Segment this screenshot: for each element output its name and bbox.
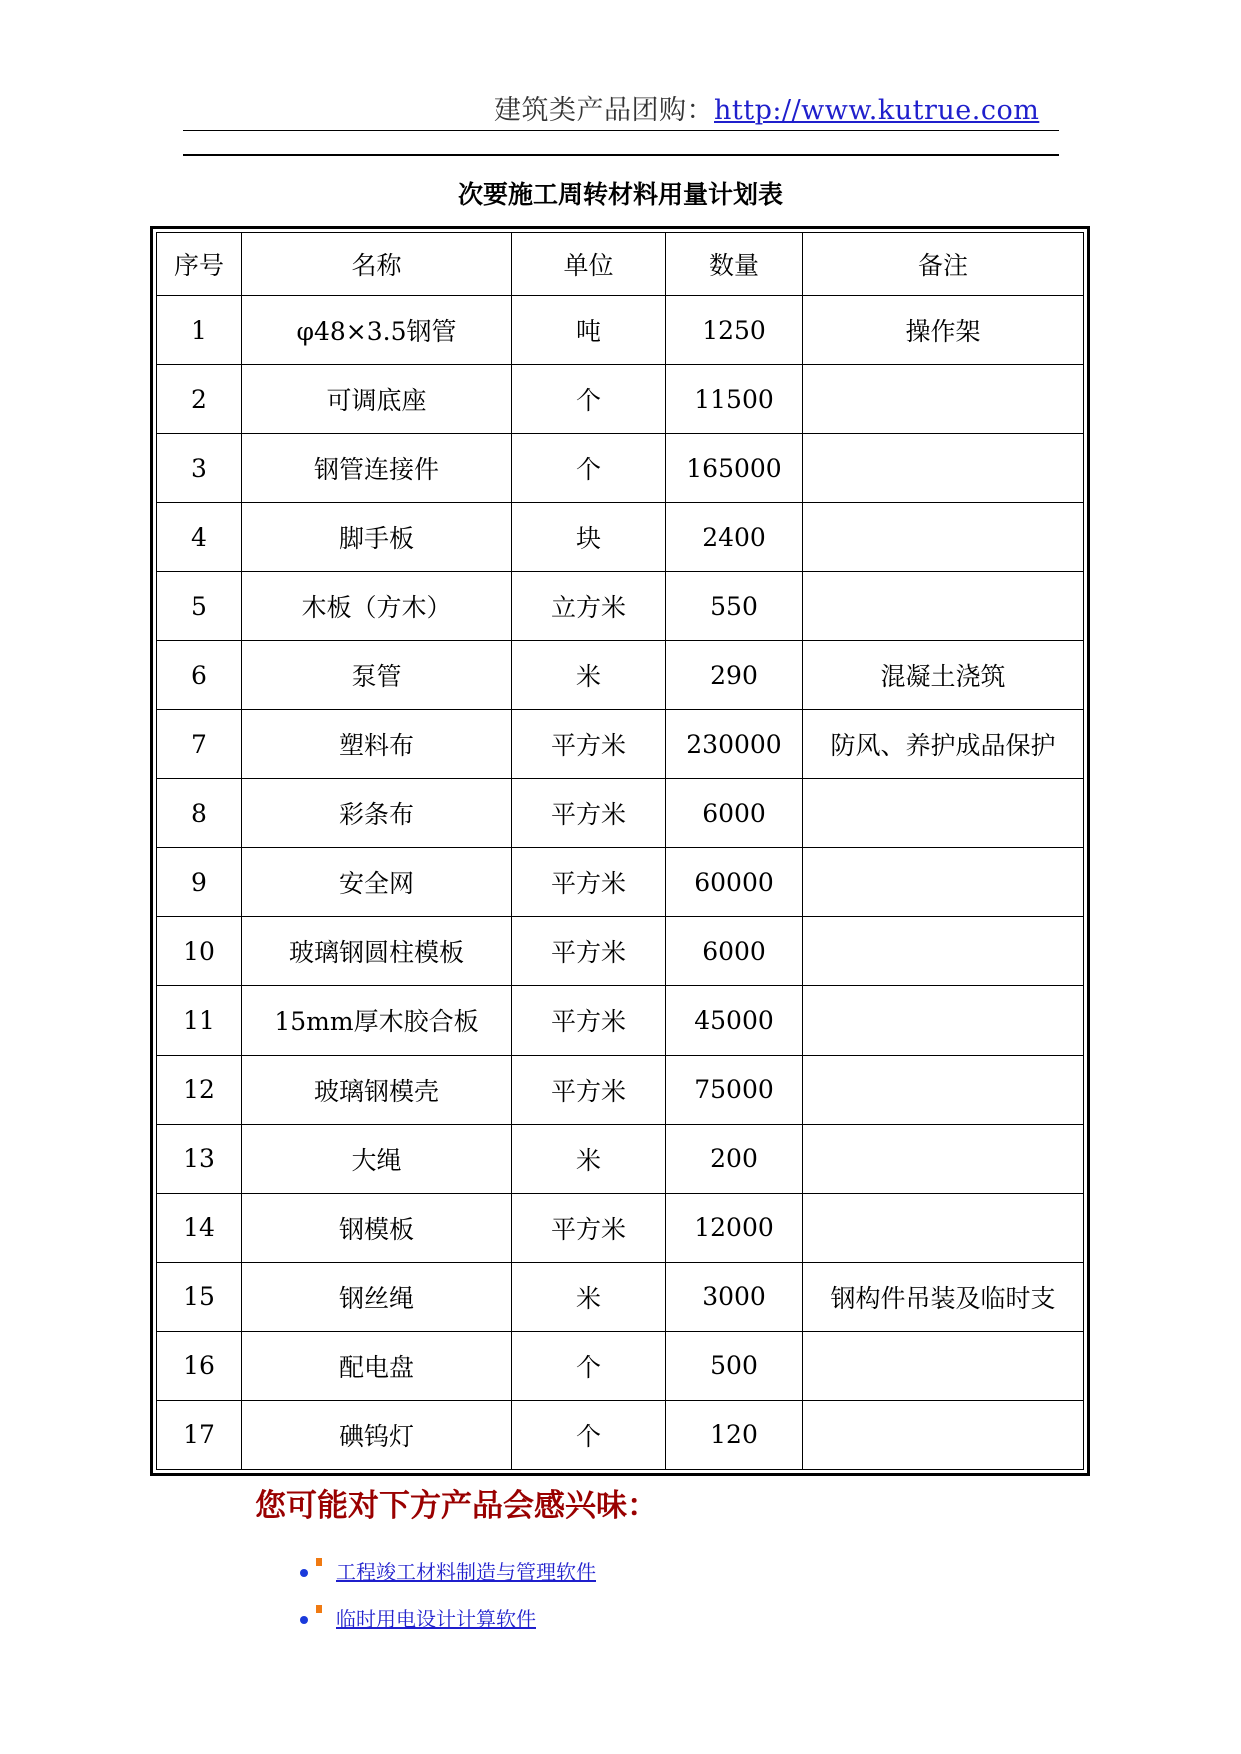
- row-name: 玻璃钢模壳: [242, 1055, 512, 1124]
- row-index: 9: [157, 848, 242, 917]
- row-index: 3: [157, 434, 242, 503]
- table-row: [157, 917, 1084, 986]
- suggest-list: [300, 1556, 596, 1650]
- row-index: 8: [157, 779, 242, 848]
- header-rule-thin: [183, 130, 1059, 131]
- header-line: [494, 88, 1039, 127]
- row-unit: 平方米: [512, 1193, 666, 1262]
- row-unit: 平方米: [512, 917, 666, 986]
- suggest-title: 您可能对下方产品会感兴味：: [255, 1488, 658, 1524]
- row-quantity: 165000: [666, 434, 803, 503]
- row-index: 6: [157, 641, 242, 710]
- header-rule-thick: [183, 154, 1059, 156]
- row-index: 10: [157, 917, 242, 986]
- materials-table-frame: [150, 226, 1090, 1476]
- row-remark: 混凝土浇筑: [803, 641, 1084, 710]
- row-quantity: 500: [666, 1331, 803, 1400]
- row-name: 可调底座: [242, 365, 512, 434]
- row-index: 1: [157, 296, 242, 365]
- row-name: 钢模板: [242, 1193, 512, 1262]
- row-index: 5: [157, 572, 242, 641]
- row-remark: [803, 1055, 1084, 1124]
- row-remark: [803, 1331, 1084, 1400]
- row-remark: [803, 572, 1084, 641]
- row-quantity: 230000: [666, 710, 803, 779]
- table-row: [157, 296, 1084, 365]
- marker-icon: [316, 1558, 322, 1566]
- row-quantity: 12000: [666, 1193, 803, 1262]
- table-row: [157, 434, 1084, 503]
- row-unit: 米: [512, 1262, 666, 1331]
- column-header-remark: 备注: [803, 233, 1084, 296]
- row-index: 14: [157, 1193, 242, 1262]
- row-index: 15: [157, 1262, 242, 1331]
- suggest-link-completion-software[interactable]: 工程竣工材料制造与管理软件: [336, 1560, 596, 1584]
- row-unit: 个: [512, 1331, 666, 1400]
- list-item: [300, 1603, 596, 1650]
- marker-icon: [316, 1605, 322, 1613]
- table-row: [157, 1400, 1084, 1469]
- row-unit: 平方米: [512, 848, 666, 917]
- row-index: 4: [157, 503, 242, 572]
- row-unit: 个: [512, 434, 666, 503]
- table-header-row: [157, 233, 1084, 296]
- table-row: [157, 365, 1084, 434]
- row-name: 钢管连接件: [242, 434, 512, 503]
- row-remark: [803, 1124, 1084, 1193]
- row-unit: 米: [512, 641, 666, 710]
- row-index: 12: [157, 1055, 242, 1124]
- row-quantity: 1250: [666, 296, 803, 365]
- row-remark: [803, 1400, 1084, 1469]
- row-index: 16: [157, 1331, 242, 1400]
- row-name: 钢丝绳: [242, 1262, 512, 1331]
- row-quantity: 6000: [666, 779, 803, 848]
- row-index: 2: [157, 365, 242, 434]
- column-header-index: 序号: [157, 233, 242, 296]
- table-row: [157, 641, 1084, 710]
- table-row: [157, 1124, 1084, 1193]
- row-index: 7: [157, 710, 242, 779]
- row-name: 木板（方木）: [242, 572, 512, 641]
- row-name: 大绳: [242, 1124, 512, 1193]
- table-row: [157, 779, 1084, 848]
- row-name: 泵管: [242, 641, 512, 710]
- document-title: 次要施工周转材料用量计划表: [457, 180, 783, 209]
- bullet-icon: [300, 1569, 308, 1577]
- row-name: 脚手板: [242, 503, 512, 572]
- row-name: 彩条布: [242, 779, 512, 848]
- row-name: 配电盘: [242, 1331, 512, 1400]
- row-quantity: 290: [666, 641, 803, 710]
- row-name: 塑料布: [242, 710, 512, 779]
- table-row: [157, 1262, 1084, 1331]
- row-unit: 平方米: [512, 1055, 666, 1124]
- row-quantity: 200: [666, 1124, 803, 1193]
- row-quantity: 75000: [666, 1055, 803, 1124]
- row-remark: [803, 365, 1084, 434]
- row-quantity: 45000: [666, 986, 803, 1055]
- row-quantity: 6000: [666, 917, 803, 986]
- table-row: [157, 503, 1084, 572]
- row-remark: [803, 1193, 1084, 1262]
- column-header-quantity: 数量: [666, 233, 803, 296]
- row-index: 11: [157, 986, 242, 1055]
- table-row: [157, 848, 1084, 917]
- row-unit: 个: [512, 365, 666, 434]
- row-name: 安全网: [242, 848, 512, 917]
- row-unit: 平方米: [512, 779, 666, 848]
- list-item: [300, 1556, 596, 1603]
- row-quantity: 2400: [666, 503, 803, 572]
- row-remark: [803, 848, 1084, 917]
- row-name: 碘钨灯: [242, 1400, 512, 1469]
- row-unit: 立方米: [512, 572, 666, 641]
- row-unit: 平方米: [512, 986, 666, 1055]
- row-quantity: 60000: [666, 848, 803, 917]
- row-index: 17: [157, 1400, 242, 1469]
- row-remark: 操作架: [803, 296, 1084, 365]
- row-name: 15mm厚木胶合板: [242, 986, 512, 1055]
- row-remark: [803, 986, 1084, 1055]
- table-row: [157, 1193, 1084, 1262]
- row-unit: 块: [512, 503, 666, 572]
- row-remark: [803, 503, 1084, 572]
- table-row: [157, 986, 1084, 1055]
- row-name: 玻璃钢圆柱模板: [242, 917, 512, 986]
- row-remark: [803, 779, 1084, 848]
- table-row: [157, 572, 1084, 641]
- column-header-name: 名称: [242, 233, 512, 296]
- row-remark: [803, 917, 1084, 986]
- row-quantity: 3000: [666, 1262, 803, 1331]
- row-remark: 防风、养护成品保护: [803, 710, 1084, 779]
- row-quantity: 120: [666, 1400, 803, 1469]
- row-remark: [803, 434, 1084, 503]
- row-quantity: 11500: [666, 365, 803, 434]
- site-link[interactable]: http://www.kutrue.com: [714, 95, 1040, 126]
- table-row: [157, 1055, 1084, 1124]
- row-unit: 吨: [512, 296, 666, 365]
- row-unit: 米: [512, 1124, 666, 1193]
- table-row: [157, 1331, 1084, 1400]
- materials-table: [156, 232, 1084, 1470]
- bullet-icon: [300, 1616, 308, 1624]
- table-row: [157, 710, 1084, 779]
- row-unit: 个: [512, 1400, 666, 1469]
- row-index: 13: [157, 1124, 242, 1193]
- header-prefix: 建筑类产品团购：: [494, 95, 714, 126]
- suggest-link-power-software[interactable]: 临时用电设计计算软件: [336, 1607, 536, 1631]
- row-unit: 平方米: [512, 710, 666, 779]
- column-header-unit: 单位: [512, 233, 666, 296]
- row-remark: 钢构件吊装及临时支: [803, 1262, 1084, 1331]
- row-quantity: 550: [666, 572, 803, 641]
- row-name: φ48×3.5钢管: [242, 296, 512, 365]
